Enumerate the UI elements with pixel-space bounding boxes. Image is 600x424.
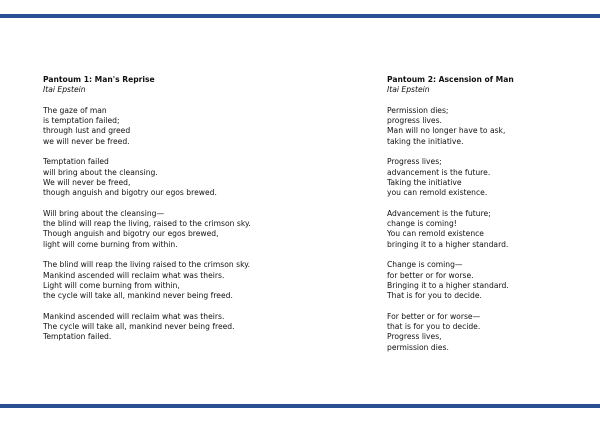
poem-line: Light will come burning from within, — [43, 280, 180, 290]
poem-title: Pantoum 2: Ascension of Man — [387, 75, 514, 84]
poem-line: Mankind ascended will reclaim what was theirs. — [43, 311, 225, 321]
poem-line: Temptation failed. — [43, 332, 112, 342]
poem-author: Itai Epstein — [43, 85, 86, 95]
poem-title: Pantoum 1: Man's Reprise — [43, 75, 155, 84]
stanza — [43, 157, 251, 198]
poem-line: progress lives. — [387, 116, 442, 126]
bottom-rule — [0, 404, 600, 408]
poem-line: The blind will reap the living raised to the crimson sky. — [43, 260, 251, 270]
poem-line: advancement is the future. — [387, 167, 491, 177]
stanza — [43, 260, 251, 301]
poem-line: though anguish and bigotry our egos brewed. — [43, 188, 217, 198]
poem-line: The gaze of man — [43, 105, 107, 115]
poem-line: Though anguish and bigotry our egos brewed, — [43, 229, 219, 239]
poem-line: will bring about the cleansing. — [43, 167, 158, 177]
stanza — [387, 260, 514, 301]
poem-body — [387, 106, 514, 353]
poem-body — [43, 106, 251, 343]
stanza — [43, 106, 251, 147]
poem-line: through lust and greed — [43, 126, 131, 136]
poem-line: the cycle will take all, mankind never being freed. — [43, 291, 233, 301]
poem-1 — [43, 75, 251, 353]
poem-line: that is for you to decide. — [387, 322, 481, 332]
poem-line: That is for you to decide. — [387, 291, 482, 301]
stanza — [387, 209, 514, 250]
poem-2 — [387, 75, 514, 363]
stanza — [387, 106, 514, 147]
poem-line: light will come burning from within. — [43, 239, 178, 249]
top-rule — [0, 14, 600, 18]
poem-line: bringing it to a higher standard. — [387, 239, 509, 249]
poem-line: you can remold existence. — [387, 188, 488, 198]
poem-line: You can remold existence — [387, 229, 484, 239]
poem-line: The cycle will take all, mankind never being freed. — [43, 322, 235, 332]
stanza — [43, 312, 251, 343]
poem-line: Mankind ascended will reclaim what was theirs. — [43, 270, 225, 280]
poem-line: Progress lives; — [387, 157, 442, 167]
poem-line: taking the initiative. — [387, 136, 464, 146]
poem-line: Bringing it to a higher standard. — [387, 280, 509, 290]
stanza — [387, 157, 514, 198]
poem-line: is temptation failed; — [43, 116, 120, 126]
poem-line: Man will no longer have to ask, — [387, 126, 506, 136]
poem-line: Advancement is the future; — [387, 208, 491, 218]
stanza — [43, 209, 251, 250]
stanza — [387, 312, 514, 353]
poem-line: for better or for worse. — [387, 270, 474, 280]
poem-author: Itai Epstein — [387, 85, 430, 95]
poem-line: Change is coming— — [387, 260, 463, 270]
poem-line: Taking the initiative — [387, 177, 462, 187]
poem-line: Temptation failed — [43, 157, 109, 167]
poem-line: Will bring about the cleansing— — [43, 208, 165, 218]
poem-line: We will never be freed, — [43, 177, 131, 187]
poem-line: we will never be freed. — [43, 136, 130, 146]
poem-line: Permission dies; — [387, 105, 449, 115]
poem-line: permission dies. — [387, 342, 449, 352]
poem-line: For better or for worse— — [387, 311, 481, 321]
poem-line: change is coming! — [387, 219, 457, 229]
poem-line: the blind will reap the living, raised to the crimson sky. — [43, 219, 251, 229]
poem-line: Progress lives, — [387, 332, 442, 342]
